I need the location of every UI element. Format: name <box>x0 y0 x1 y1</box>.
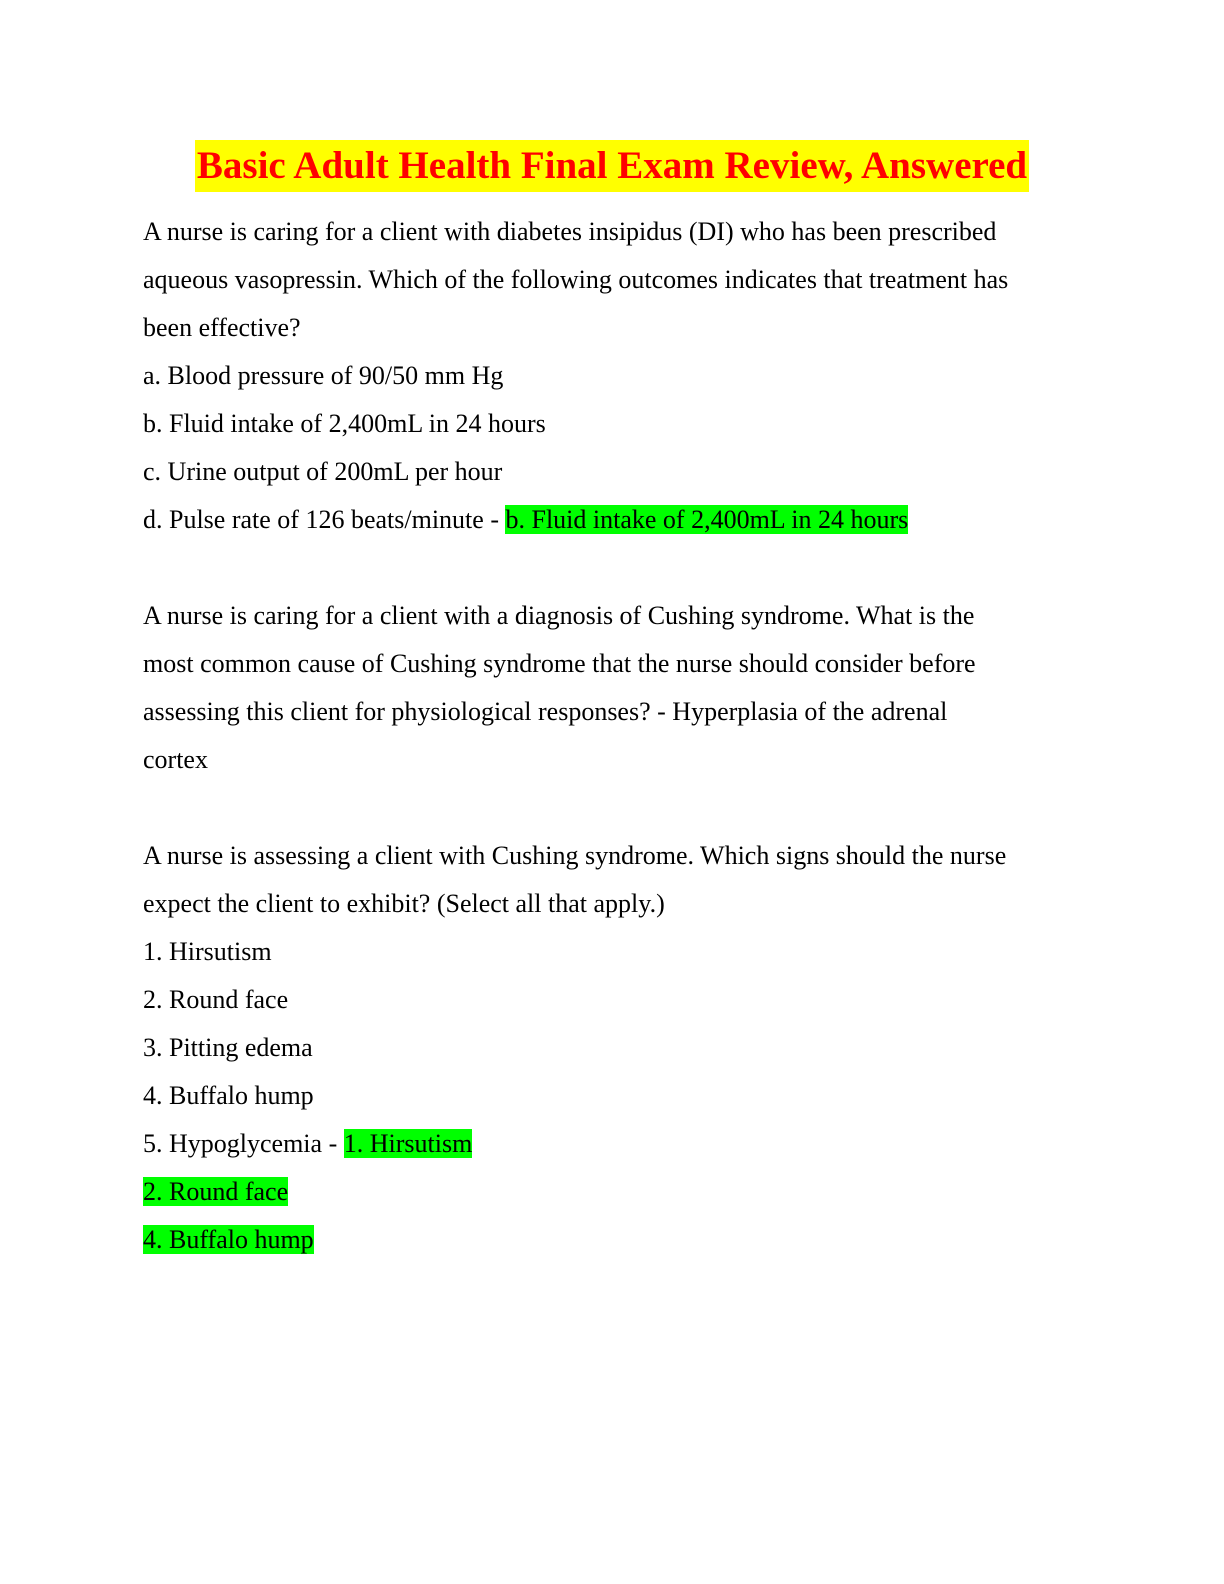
answer-line <box>143 1216 1093 1264</box>
answer-option-with-answer <box>143 496 1093 544</box>
answer-option: 5. Hypoglycemia - <box>143 1129 344 1158</box>
question-text-line: cortex <box>143 745 208 774</box>
highlighted-answer: b. Fluid intake of 2,400mL in 24 hours <box>505 505 909 534</box>
page-title: Basic Adult Health Final Exam Review, Answered <box>195 140 1029 192</box>
answer-option: b. Fluid intake of 2,400mL in 24 hours <box>143 409 546 438</box>
question-text-line: A nurse is caring for a client with a diagnosis of Cushing syndrome. What is the <box>143 601 975 630</box>
answer-option-with-answer <box>143 1120 1093 1168</box>
answer-option: 1. Hirsutism <box>143 937 272 966</box>
question-text-line: assessing this client for physiological responses? - Hyperplasia of the adrenal <box>143 697 948 726</box>
question-text-line: A nurse is assessing a client with Cushing syndrome. Which signs should the nurse <box>143 841 1007 870</box>
paragraph-gap <box>143 544 1093 592</box>
highlighted-answer: 2. Round face <box>143 1177 289 1206</box>
highlighted-answer: 4. Buffalo hump <box>143 1225 314 1254</box>
question-text-line: most common cause of Cushing syndrome that the nurse should consider before <box>143 649 976 678</box>
question-text-line: A nurse is caring for a client with diabetes insipidus (DI) who has been prescribed <box>143 217 997 246</box>
document-body <box>143 208 1093 1264</box>
question-text-line: aqueous vasopressin. Which of the following outcomes indicates that treatment has <box>143 265 1009 294</box>
answer-option: 3. Pitting edema <box>143 1033 313 1062</box>
answer-option: a. Blood pressure of 90/50 mm Hg <box>143 361 504 390</box>
answer-line <box>143 1168 1093 1216</box>
question-text-line: expect the client to exhibit? (Select all that apply.) <box>143 889 665 918</box>
answer-option: 4. Buffalo hump <box>143 1081 314 1110</box>
question-2 <box>143 592 1093 784</box>
title-block <box>0 140 1224 192</box>
answer-option: 2. Round face <box>143 985 289 1014</box>
question-3 <box>143 832 1093 1264</box>
answer-option: d. Pulse rate of 126 beats/minute - <box>143 505 506 534</box>
highlighted-answer: 1. Hirsutism <box>343 1129 473 1158</box>
paragraph-gap <box>143 784 1093 832</box>
question-text-line: been effective? <box>143 313 301 342</box>
answer-option: c. Urine output of 200mL per hour <box>143 457 503 486</box>
question-1 <box>143 208 1093 544</box>
